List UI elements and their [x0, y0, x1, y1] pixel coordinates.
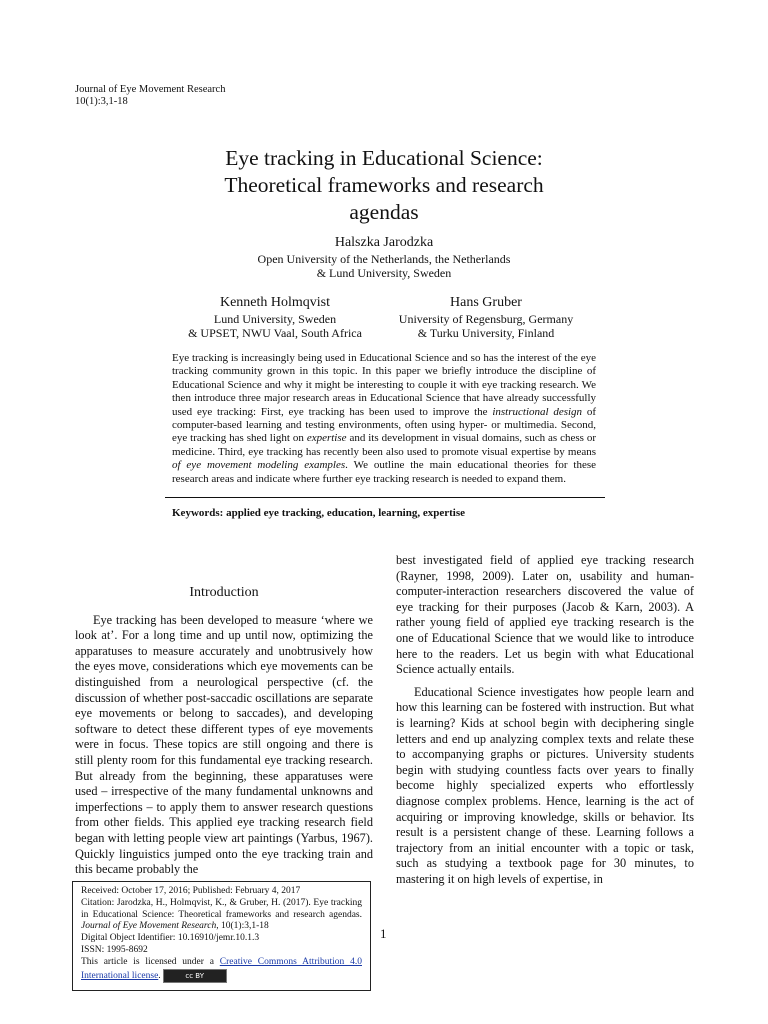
author-affiliation-right-2: & Turku University, Finland	[417, 326, 555, 340]
license-suffix: .	[158, 970, 161, 981]
paragraph: Eye tracking has been developed to measure ‘where we look at’. For a long time and up until now, optimizing the apparatuses to measure accurately and unobtrusively how the eyes move, considerations which eye movements can be distinguished from a neurological perspective (cf. the discussion of whether post-saccadic oscillations are separate eye movements or belong to saccades), and developing software to detect these different types of eye movements were in focus. These topics are still ongoing and there is still plenty room for this fundamental eye tracking research. But already from the beginning, these apparatuses were used – irrespective of the many fundamental unknowns and imperfections – to apply them to answer research questions from other fields. This applied eye tracking research field began with letting people view art paintings (Yarbus, 1967). Quickly linguistics jumped onto the eye tracking train and this became probably the	[75, 612, 373, 877]
abstract	[172, 352, 596, 486]
page-number: 1	[380, 926, 387, 941]
abstract-text-3: and its development in visual domains, such as chess or medicine. Third, eye tracking has recently been also used to promote visual expertise by means	[172, 432, 596, 458]
author-affiliation-2: & Lund University, Sweden	[316, 266, 452, 280]
abstract-text-2: of computer-based learning and testing environments, often using hyper- or multimedia. Second, eye tracking has shed light on	[172, 405, 597, 445]
section-heading-introduction: Introduction	[189, 585, 259, 600]
paragraph: best investigated field of applied eye tracking research (Rayner, 1998, 2009). Later on, usability and human-computer-interaction researchers discovered the value of eye tracking for their purposes (Jacob & Karn, 2003). A rather young field of applied eye tracking research is the one of Educational Science that we would like to introduce here to the readers. Let us begin with what Educational Science actually entails.	[396, 553, 694, 677]
doi-line: Digital Object Identifier: 10.16910/jemr.10.1.3	[81, 933, 260, 944]
cc-by-license-icon[interactable]: cc BY	[163, 969, 227, 983]
author-name-left: Kenneth Holmqvist	[219, 295, 331, 310]
abstract-text-4: . We outline the main educational theories for these research areas and indicate where further eye tracking research is needed to expand them.	[172, 459, 596, 485]
citation	[81, 898, 362, 933]
license-prefix: This article is licensed under a	[81, 956, 220, 967]
license-link[interactable]: Creative Commons Attribution 4.0 International license	[81, 956, 362, 981]
abstract-text-1: Eye tracking is increasingly being used in Educational Science and so has the interest of the eye tracking community grown in this topic. In this paper we briefly introduce the discipline of Educational Science and why it might be interesting to couple it with eye tracking research. We then introduce three major research areas in Educational Science that have already successfully used eye tracking: First, eye tracking has been used to improve the	[172, 352, 596, 418]
journal-header	[75, 84, 225, 108]
citation-journal: Journal of Eye Movement Research	[81, 921, 217, 932]
publication-info-box	[72, 881, 371, 991]
abstract-divider	[165, 497, 605, 498]
author-block-right	[366, 294, 606, 340]
author-block-main	[150, 234, 618, 280]
title-line-2: Theoretical frameworks and research	[224, 173, 544, 197]
abstract-emphasis-3: of eye movement modeling examples	[172, 459, 346, 472]
journal-volume: 10(1):3,1-18	[75, 96, 128, 107]
citation-text: Citation: Jarodzka, H., Holmqvist, K., & Gruber, H. (2017). Eye tracking in Educational Science: Theoretical frameworks and research agendas.	[81, 897, 362, 920]
paper-title	[150, 145, 618, 226]
abstract-emphasis-1: instructional design	[492, 405, 583, 418]
received-line: Received: October 17, 2016; Published: February 4, 2017	[81, 886, 301, 896]
license-line	[81, 957, 362, 983]
author-affiliation-1: Open University of the Netherlands, the Netherlands	[257, 252, 511, 266]
author-affiliation-left-1: Lund University, Sweden	[213, 312, 337, 326]
keywords: Keywords: applied eye tracking, education, learning, expertise	[172, 507, 466, 519]
left-column	[75, 553, 373, 878]
right-column	[396, 553, 694, 887]
author-name-main: Halszka Jarodzka	[334, 235, 434, 250]
citation-volume: , 10(1):3,1-18	[216, 921, 269, 932]
issn-line: ISSN: 1995-8692	[81, 944, 148, 955]
author-affiliation-right-1: University of Regensburg, Germany	[398, 312, 574, 326]
journal-name: Journal of Eye Movement Research	[75, 84, 226, 95]
author-affiliation-left-2: & UPSET, NWU Vaal, South Africa	[188, 326, 362, 340]
paragraph: Educational Science investigates how people learn and how this learning can be fostered with instruction. But what is learning? Kids at school begin with deciphering single letters and end up analyzing complex texts and relate these to accompanying graphs or pictures. University students begin with studying countless facts over years to finally become highly specialized experts who effortlessly diagnose complex problems. Hence, learning is the act of acquiring or improving knowledge, skills or behavior. Its result is a persistent change of these. Learning follows a trajectory from an initial encounter with a topic or task, such as studying a textbook page for 30 minutes, to mastering it on high levels of expertise, in	[396, 684, 694, 886]
abstract-emphasis-2: expertise	[306, 432, 347, 445]
author-block-left	[155, 294, 395, 340]
title-line-3: agendas	[349, 200, 419, 224]
author-name-right: Hans Gruber	[450, 295, 522, 310]
title-line-1: Eye tracking in Educational Science:	[225, 146, 543, 170]
